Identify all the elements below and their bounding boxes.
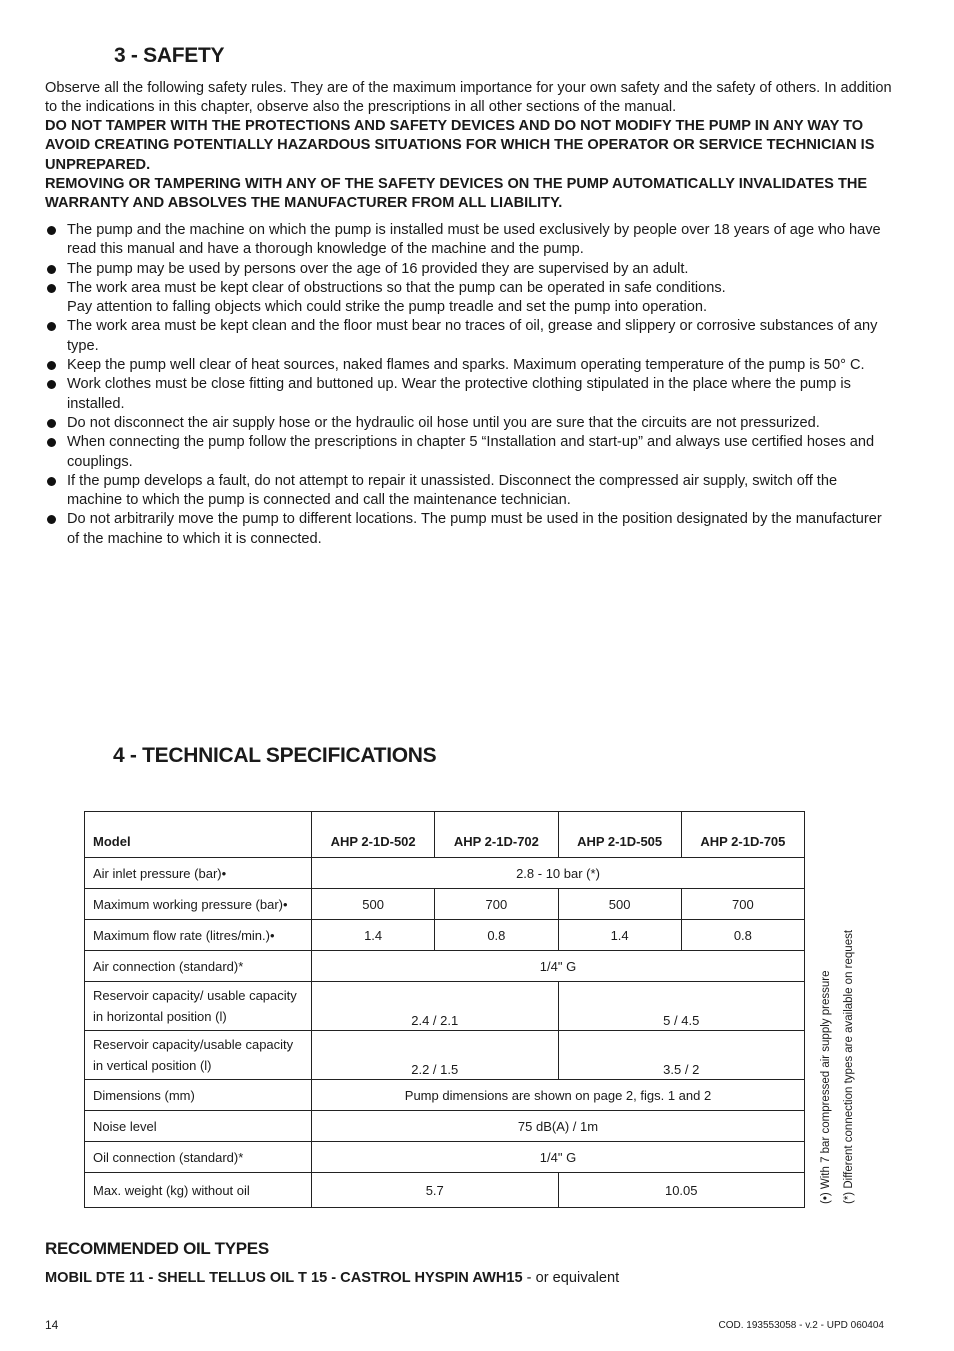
bullet-icon bbox=[47, 265, 56, 274]
row-label: Noise level bbox=[85, 1111, 312, 1142]
row-label: Reservoir capacity/ usable capacity in horizontal position (l) bbox=[85, 982, 312, 1031]
table-row bbox=[85, 920, 805, 951]
row-label: Dimensions (mm) bbox=[85, 1080, 312, 1111]
footnote-air-pressure: (•) With 7 bar compressed air supply pressure bbox=[820, 970, 832, 1204]
bullet-icon bbox=[47, 438, 56, 447]
oil-types: MOBIL DTE 11 - SHELL TELLUS OIL T 15 - CASTROL HYSPIN AWH15 - or equivalent bbox=[45, 1270, 620, 1286]
table-row bbox=[85, 1142, 805, 1173]
list-item: The pump may be used by persons over the age of 16 provided they are supervised by an adult. bbox=[45, 260, 890, 279]
row-label: Air connection (standard)* bbox=[85, 951, 312, 982]
table-cell: 500 bbox=[558, 889, 681, 920]
table-cell: 3.5 / 2 bbox=[558, 1031, 805, 1080]
table-header-row bbox=[85, 812, 805, 858]
list-item: The pump and the machine on which the pump is installed must be used exclusively by people over 18 years of age who have read this manual and have a thorough knowledge of the machine and the pump. bbox=[45, 221, 890, 260]
bullet-icon bbox=[47, 284, 56, 293]
table-row bbox=[85, 982, 805, 1031]
safety-intro: Observe all the following safety rules. They are of the maximum importance for your own safety and the safety of others. In addition to the indications in this chapter, observe also the prescriptions in all other sections of the manual. bbox=[45, 80, 892, 116]
table-cell: 5 / 4.5 bbox=[558, 982, 805, 1031]
table-cell: 75 dB(A) / 1m bbox=[312, 1111, 805, 1142]
list-item: The work area must be kept clean and the floor must bear no traces of oil, grease and slippery or corrosive substances of any type. bbox=[45, 317, 890, 356]
safety-title: 3 - SAFETY bbox=[114, 44, 225, 67]
list-item: When connecting the pump follow the prescriptions in chapter 5 “Installation and start-up” and always use certified hoses and couplings. bbox=[45, 433, 890, 472]
specs-title: 4 - TECHNICAL SPECIFICATIONS bbox=[113, 744, 437, 767]
table-cell: 10.05 bbox=[558, 1173, 805, 1208]
table-cell: 1.4 bbox=[558, 920, 681, 951]
list-item: Work clothes must be close fitting and buttoned up. Wear the protective clothing stipulated in the place where the pump is installed. bbox=[45, 375, 890, 414]
document-code: COD. 193553058 - v.2 - UPD 060404 bbox=[718, 1320, 884, 1331]
row-label: Oil connection (standard)* bbox=[85, 1142, 312, 1173]
safety-rules-list bbox=[45, 221, 890, 549]
table-row bbox=[85, 889, 805, 920]
list-item: Keep the pump well clear of heat sources, naked flames and sparks. Maximum operating temperature of the pump is 50° C. bbox=[45, 356, 890, 375]
row-label: Maximum working pressure (bar)• bbox=[85, 889, 312, 920]
table-row bbox=[85, 1031, 805, 1080]
row-label: Maximum flow rate (litres/min.)• bbox=[85, 920, 312, 951]
header-cell: AHP 2-1D-505 bbox=[558, 812, 681, 858]
table-cell: Pump dimensions are shown on page 2, figs. 1 and 2 bbox=[312, 1080, 805, 1111]
page-number: 14 bbox=[45, 1318, 59, 1332]
table-cell: 2.2 / 1.5 bbox=[312, 1031, 559, 1080]
bullet-icon bbox=[47, 226, 56, 235]
row-label: Reservoir capacity/usable capacity in vertical position (l) bbox=[85, 1031, 312, 1080]
row-label: Max. weight (kg) without oil bbox=[85, 1173, 312, 1208]
table-cell: 0.8 bbox=[435, 920, 558, 951]
specs-table bbox=[84, 811, 805, 1208]
table-cell: 2.8 - 10 bar (*) bbox=[312, 858, 805, 889]
row-label: Air inlet pressure (bar)• bbox=[85, 858, 312, 889]
header-cell: AHP 2-1D-502 bbox=[312, 812, 435, 858]
bullet-icon bbox=[47, 515, 56, 524]
bullet-icon bbox=[47, 477, 56, 486]
table-cell: 2.4 / 2.1 bbox=[312, 982, 559, 1031]
footnote-connection-types: (*) Different connection types are available on request bbox=[843, 929, 855, 1204]
list-item: Do not disconnect the air supply hose or the hydraulic oil hose until you are sure that the circuits are not pressurized. bbox=[45, 414, 890, 433]
header-cell: AHP 2-1D-705 bbox=[681, 812, 804, 858]
list-item: If the pump develops a fault, do not attempt to repair it unassisted. Disconnect the compressed air supply, switch off the machine to which the pump is connected and call the maintenance technician. bbox=[45, 472, 890, 511]
table-row bbox=[85, 1173, 805, 1208]
table-row bbox=[85, 858, 805, 889]
oil-title: RECOMMENDED OIL TYPES bbox=[45, 1239, 269, 1258]
header-cell: AHP 2-1D-702 bbox=[435, 812, 558, 858]
table-cell: 5.7 bbox=[312, 1173, 559, 1208]
table-cell: 1/4" G bbox=[312, 1142, 805, 1173]
safety-warning-tamper: DO NOT TAMPER WITH THE PROTECTIONS AND SAFETY DEVICES AND DO NOT MODIFY THE PUMP IN ANY WAY TO AVOID CREATING POTENTIALLY HAZARDOUS SITUATIONS FOR WHICH THE OPERATOR OR SERVICE TECHNICIAN IS UNPREPARED. bbox=[45, 118, 875, 173]
header-cell: Model bbox=[85, 812, 312, 858]
table-cell: 1.4 bbox=[312, 920, 435, 951]
table-cell: 700 bbox=[681, 889, 804, 920]
list-item: Do not arbitrarily move the pump to different locations. The pump must be used in the position designated by the manufacturer of the machine to which it is connected. bbox=[45, 510, 890, 549]
table-cell: 500 bbox=[312, 889, 435, 920]
table-row bbox=[85, 1111, 805, 1142]
bullet-icon bbox=[47, 419, 56, 428]
safety-warning-warranty: REMOVING OR TAMPERING WITH ANY OF THE SAFETY DEVICES ON THE PUMP AUTOMATICALLY INVALIDATES THE WARRANTY AND ABSOLVES THE MANUFACTURER FROM ALL LIABILITY. bbox=[45, 176, 868, 212]
table-row bbox=[85, 951, 805, 982]
bullet-icon bbox=[47, 380, 56, 389]
bullet-icon bbox=[47, 361, 56, 370]
table-cell: 0.8 bbox=[681, 920, 804, 951]
table-cell: 700 bbox=[435, 889, 558, 920]
table-row bbox=[85, 1080, 805, 1111]
table-cell: 1/4" G bbox=[312, 951, 805, 982]
list-item: The work area must be kept clear of obstructions so that the pump can be operated in safe conditions. Pay attention to falling objects which could strike the pump treadle and set the pump into operation. bbox=[45, 279, 890, 318]
bullet-icon bbox=[47, 322, 56, 331]
